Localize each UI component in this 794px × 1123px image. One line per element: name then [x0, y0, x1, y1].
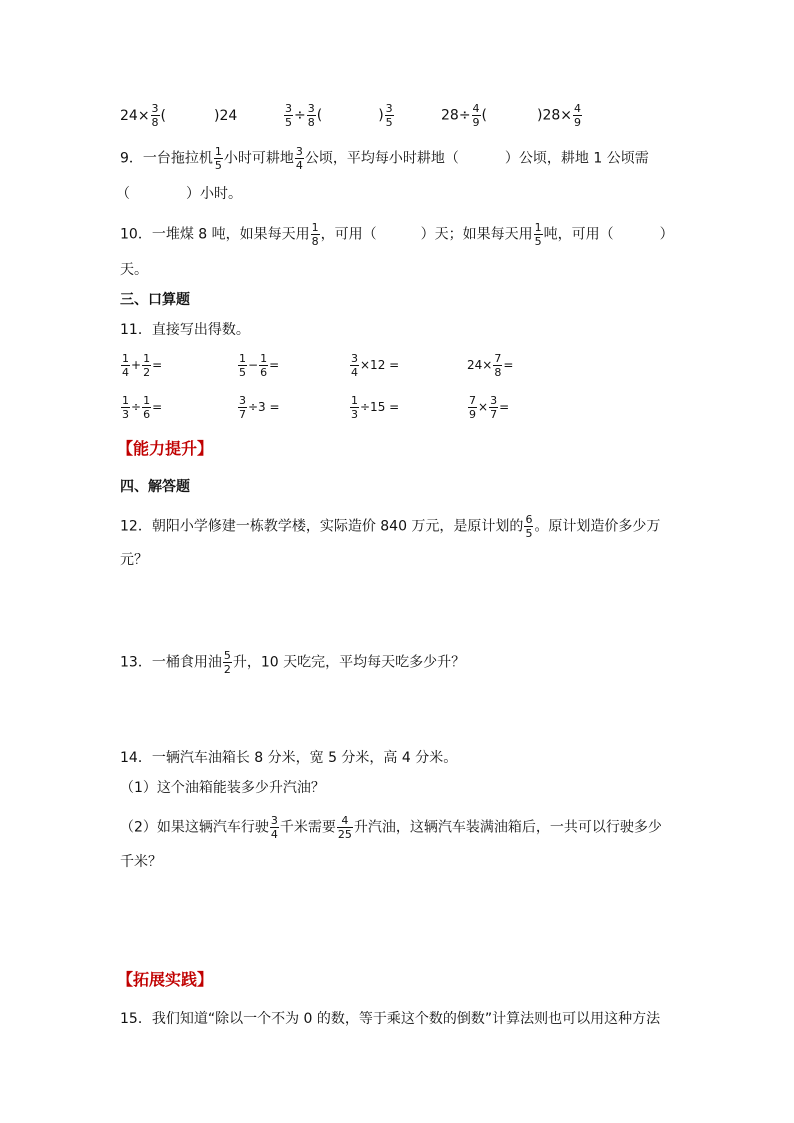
fraction: [270, 815, 279, 840]
numerator: 1: [239, 352, 246, 365]
numerator: 1: [534, 221, 542, 234]
numerator: 1: [122, 394, 129, 407]
text: =: [269, 358, 280, 372]
text: −: [248, 358, 259, 372]
text: ÷: [131, 400, 142, 414]
denominator: 6: [260, 366, 268, 379]
fraction: [350, 353, 359, 378]
text: 9．一台拖拉机: [120, 150, 213, 167]
fraction: [142, 353, 151, 378]
text: (: [481, 107, 488, 124]
numerator: 3: [295, 145, 303, 158]
text: ÷: [294, 107, 306, 124]
text: 升汽油，这辆汽车装满油箱后，一共可以行驶多少: [353, 819, 662, 836]
text: 公顷，平均每小时耕地（: [304, 150, 459, 167]
fraction: [385, 103, 394, 128]
compare-row: [120, 103, 237, 128]
fraction: [223, 650, 232, 675]
oral-r1c2: [237, 353, 279, 378]
fraction: [493, 353, 502, 378]
text: (: [316, 107, 323, 124]
section-4-title: 四、解答题: [120, 479, 190, 495]
denominator: 25: [337, 828, 352, 841]
oral-r2c3: [349, 395, 399, 420]
text: 24×: [120, 107, 150, 124]
denominator: 5: [285, 116, 292, 129]
numerator: 1: [143, 394, 151, 407]
text: =: [152, 400, 163, 414]
fraction: [295, 146, 304, 171]
denominator: 9: [472, 116, 480, 129]
text: 24×: [467, 358, 493, 372]
text: ）: [659, 226, 674, 243]
fraction: [337, 815, 353, 840]
question-9-line2: （ ）小时。: [116, 186, 242, 202]
denominator: 8: [494, 366, 502, 379]
text: ×12 =: [360, 358, 400, 372]
numerator: 3: [351, 352, 358, 365]
text: (: [160, 107, 167, 124]
fraction: [142, 395, 151, 420]
denominator: 5: [214, 159, 222, 172]
fraction: [238, 353, 247, 378]
numerator: 3: [270, 814, 278, 827]
question-14-line-last: 千米？: [120, 854, 162, 870]
text: 13．一桶食用油: [120, 654, 222, 671]
numerator: 3: [151, 102, 159, 115]
fraction: [524, 514, 533, 539]
text: ）公顷，耕地 1 公顷需: [504, 150, 649, 167]
fraction: [238, 395, 247, 420]
numerator: 7: [494, 352, 502, 365]
compare-c: [441, 103, 583, 128]
numerator: 1: [311, 221, 319, 234]
fraction: [489, 395, 498, 420]
numerator: 3: [490, 394, 498, 407]
denominator: 4: [295, 159, 303, 172]
text: =: [499, 400, 510, 414]
question-10: [120, 222, 674, 247]
numerator: 3: [307, 102, 315, 115]
denominator: 7: [490, 408, 498, 421]
text: ÷3 =: [248, 400, 280, 414]
fraction: [151, 103, 160, 128]
fraction: [121, 395, 130, 420]
text: )24: [214, 107, 238, 124]
text: ×: [478, 400, 489, 414]
numerator: 1: [122, 352, 129, 365]
denominator: 5: [239, 366, 246, 379]
denominator: 3: [122, 408, 129, 421]
text: 。原计划造价多少万: [534, 518, 661, 535]
oral-r2c4: [467, 395, 509, 420]
text: 吨，可用（: [543, 226, 614, 243]
oral-r1c3: [349, 353, 399, 378]
oral-r2c2: [237, 395, 280, 420]
numerator: 1: [143, 352, 151, 365]
numerator: 7: [469, 394, 476, 407]
question-15: 15．我们知道“除以一个不为 0 的数，等于乘这个数的倒数”计算法则也可以用这种方法: [120, 1011, 661, 1027]
text: =: [152, 358, 163, 372]
question-12-line2: 元？: [120, 552, 148, 568]
text: ，可用（: [320, 226, 377, 243]
text: ): [378, 107, 384, 124]
denominator: 9: [574, 116, 582, 129]
question-14: 14．一辆汽车油箱长 8 分米，宽 5 分米，高 4 分米。: [120, 750, 458, 766]
denominator: 5: [534, 235, 542, 248]
fraction: [259, 353, 268, 378]
question-11: 11．直接写出得数。: [120, 322, 250, 338]
fraction: [534, 222, 543, 247]
denominator: 2: [143, 366, 151, 379]
text: 12．朝阳小学修建一栋教学楼，实际造价 840 万元，是原计划的: [120, 518, 524, 535]
text: =: [503, 358, 514, 372]
denominator: 8: [151, 116, 159, 129]
denominator: 8: [307, 116, 315, 129]
denominator: 7: [239, 408, 246, 421]
numerator: 3: [385, 102, 393, 115]
heading-expand: 【拓展实践】: [117, 970, 214, 989]
fraction: [468, 395, 477, 420]
fraction: [214, 146, 223, 171]
fraction: [307, 103, 316, 128]
text: )28×: [537, 107, 573, 124]
question-14-sub1: （1）这个油箱能装多少升汽油？: [120, 780, 325, 796]
numerator: 3: [285, 102, 292, 115]
denominator: 4: [270, 828, 278, 841]
text: 小时可耕地: [223, 150, 294, 167]
oral-r1c1: [120, 353, 162, 378]
question-13: [120, 650, 465, 675]
text: ÷15 =: [360, 400, 400, 414]
fraction: [472, 103, 481, 128]
fraction: [284, 103, 293, 128]
denominator: 2: [223, 663, 231, 676]
numerator: 3: [239, 394, 246, 407]
compare-a: [120, 102, 238, 129]
denominator: 6: [143, 408, 151, 421]
denominator: 4: [351, 366, 358, 379]
numerator: 1: [214, 145, 222, 158]
numerator: 4: [574, 102, 582, 115]
text: 升，10 天吃完，平均每天吃多少升？: [232, 654, 466, 671]
text: ）天；如果每天用: [420, 226, 533, 243]
question-10-line2: 天。: [120, 262, 148, 278]
text: 千米需要: [279, 819, 336, 836]
numerator: 6: [525, 513, 533, 526]
numerator: 1: [260, 352, 268, 365]
denominator: 9: [469, 408, 476, 421]
text: 10．一堆煤 8 吨，如果每天用: [120, 226, 310, 243]
numerator: 5: [223, 649, 231, 662]
text: （2）如果这辆汽车行驶: [120, 819, 269, 836]
denominator: 3: [351, 408, 358, 421]
denominator: 5: [385, 116, 393, 129]
fraction: [350, 395, 359, 420]
denominator: 4: [122, 366, 129, 379]
oral-r1c4: [467, 353, 513, 378]
text: 28÷: [441, 107, 471, 124]
fraction: [311, 222, 320, 247]
question-14-sub2: [120, 815, 662, 840]
question-9: [120, 146, 649, 171]
denominator: 8: [311, 235, 319, 248]
numerator: 1: [351, 394, 358, 407]
numerator: 4: [472, 102, 480, 115]
question-12: [120, 514, 660, 539]
fraction: [121, 353, 130, 378]
numerator: 4: [341, 814, 349, 827]
denominator: 5: [525, 527, 533, 540]
text: +: [131, 358, 142, 372]
section-3-title: 三、口算题: [120, 292, 190, 308]
fraction: [573, 103, 582, 128]
heading-ability: 【能力提升】: [117, 439, 214, 458]
oral-r2c1: [120, 395, 162, 420]
compare-b: [283, 103, 395, 128]
